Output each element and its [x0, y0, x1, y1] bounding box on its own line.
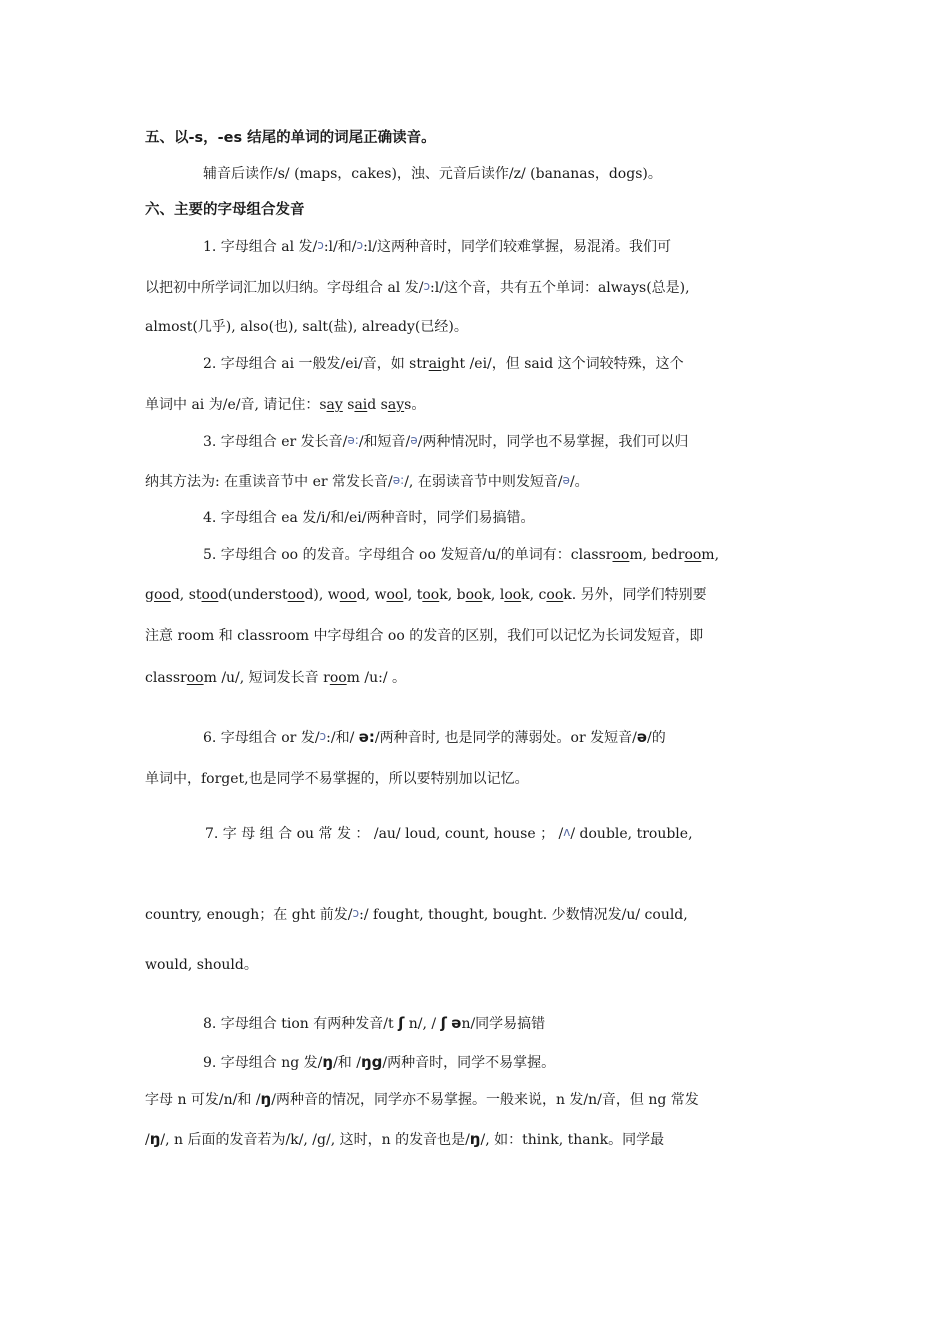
- text-run: n/, /: [404, 1016, 441, 1032]
- section-heading-5: [145, 128, 436, 148]
- phonetic-symbol: ə:: [347, 433, 359, 447]
- text-run: 单词中 ai 为/e/音, 请记住：s: [145, 397, 327, 413]
- underlined-letters: oo: [504, 587, 522, 603]
- text-run: /, 在弱读音节中则发短音/: [404, 474, 563, 490]
- text-run: classr: [145, 670, 187, 686]
- text-run: k, b: [439, 587, 466, 603]
- text-run: 4. 字母组合 ea 发/i/和/ei/两种音时，同学们易搞错。: [203, 510, 535, 526]
- text-run: m,: [701, 547, 720, 563]
- text-run: /, 如：think, thank。同学最: [480, 1132, 665, 1148]
- text-run: would, should。: [145, 957, 258, 973]
- underlined-letters: oo: [186, 670, 204, 686]
- text-run: l, t: [403, 587, 423, 603]
- phonetic-symbol: ɔ: [319, 729, 327, 743]
- phonetic-symbol: ŋ: [260, 1090, 272, 1108]
- text-run: s。: [404, 397, 426, 413]
- paragraph-line: [145, 769, 529, 789]
- text-run: /和短音/: [358, 434, 411, 450]
- text-run: 1. 字母组合 al 发/: [203, 239, 318, 255]
- underlined-letters: oo: [386, 587, 404, 603]
- section-heading-6: [145, 200, 305, 220]
- text-run: m /u/, 短词发长音 r: [203, 670, 330, 686]
- text-run: 2. 字母组合 ai 一般发/ei/音，如 str: [203, 356, 429, 372]
- text-run: d, st: [170, 587, 202, 603]
- underlined-letters: oo: [422, 587, 440, 603]
- phonetic-symbol: ʃ: [440, 1014, 447, 1032]
- phonetic-symbol: ə: [562, 473, 570, 487]
- text-run: 六、主要的字母组合发音: [145, 202, 305, 218]
- text-run: /: [145, 1132, 150, 1148]
- underlined-letters: ai: [428, 356, 442, 372]
- phonetic-symbol: ʌ: [563, 825, 571, 839]
- paragraph-line: [145, 668, 406, 688]
- underlined-letters: oo: [465, 587, 483, 603]
- paragraph-line: [145, 1129, 664, 1149]
- paragraph-line: [145, 955, 258, 975]
- phonetic-symbol: ə:: [392, 473, 405, 487]
- paragraph-line: [145, 585, 707, 605]
- paragraph-line: [145, 278, 690, 298]
- paragraph-line: [203, 1052, 555, 1072]
- underlined-letters: ay: [387, 397, 405, 413]
- phonetic-symbol: ɔ: [317, 238, 324, 252]
- text-run: s: [342, 397, 355, 413]
- text-run: 3. 字母组合 er 发长音/: [203, 434, 348, 450]
- paragraph-line: [145, 395, 425, 415]
- phonetic-symbol: ŋ: [469, 1130, 481, 1148]
- text-run: /, n 后面的发音若为/k/, /g/, 这时，n 的发音也是/: [160, 1132, 470, 1148]
- phonetic-symbol: ɔ: [356, 238, 364, 252]
- underlined-letters: oo: [684, 547, 702, 563]
- text-run: d s: [367, 397, 388, 413]
- text-run: 单词中，forget,也是同学不易掌握的，所以要特别加以记忆。: [145, 771, 529, 787]
- text-run: :l/这个音，共有五个单词：always(总是),: [430, 280, 690, 296]
- text-run: /的: [647, 730, 666, 746]
- text-run: m /u:/ 。: [346, 670, 407, 686]
- text-run: 6. 字母组合 or 发/: [203, 730, 320, 746]
- text-run: /两种音时, 也是同学的薄弱处。or 发短音/: [374, 730, 637, 746]
- underlined-letters: oo: [153, 587, 171, 603]
- phonetic-symbol: ɔ: [423, 279, 431, 293]
- phonetic-symbol: ə: [451, 1014, 462, 1032]
- phonetic-symbol: ə: [636, 728, 648, 746]
- text-run: almost(几乎), also(也), salt(盐), already(已经)。: [145, 319, 468, 335]
- text-run: /两种音时，同学不易掌握。: [382, 1055, 556, 1071]
- text-run: /。: [569, 474, 589, 490]
- text-run: 5. 字母组合 oo 的发音。字母组合 oo 发短音/u/的单词有：classr: [203, 547, 613, 563]
- phonetic-symbol: ə:: [358, 728, 375, 746]
- text-run: /两种音的情况，同学亦不易掌握。一般来说，n 发/n/音，但 ng 常发: [271, 1092, 699, 1108]
- underlined-letters: oo: [287, 587, 305, 603]
- text-run: country, enough；在 ght 前发/: [145, 907, 353, 923]
- text-run: 8. 字母组合 tion 有两种发音/t: [203, 1016, 399, 1032]
- text-run: / double, trouble,: [570, 826, 693, 842]
- underlined-letters: oo: [339, 587, 357, 603]
- text-run: d), w: [304, 587, 340, 603]
- text-run: ght /ei/，但 said 这个词较特殊，这个: [441, 356, 684, 372]
- paragraph-line: [203, 354, 684, 374]
- text-run: d(underst: [218, 587, 288, 603]
- text-run: g: [145, 587, 154, 603]
- text-run: 纳其方法为: 在重读音节中 er 常发长音/: [145, 474, 393, 490]
- text-run: 字母 n 可发/n/和 /: [145, 1092, 261, 1108]
- paragraph-line: [203, 164, 662, 184]
- text-run: 注意 room 和 classroom 中字母组合 oo 的发音的区别，我们可以记忆为长词发短音，即: [145, 628, 704, 644]
- paragraph-line: [145, 472, 589, 492]
- phonetic-symbol: ɔ: [352, 906, 360, 920]
- paragraph-line: [145, 317, 468, 337]
- paragraph-line: [203, 545, 719, 565]
- underlined-letters: oo: [201, 587, 219, 603]
- phonetic-symbol: ŋ: [149, 1130, 161, 1148]
- text-run: m, bedr: [629, 547, 685, 563]
- paragraph-line: [145, 626, 703, 646]
- text-run: :/ fought, thought, bought. 少数情况发/u/ could,: [359, 907, 688, 923]
- paragraph-line: [203, 727, 666, 747]
- text-run: n/同学易搞错: [461, 1016, 546, 1032]
- text-run: /两种情况时，同学也不易掌握，我们可以归: [417, 434, 689, 450]
- text-run: 9. 字母组合 ng 发/: [203, 1055, 323, 1071]
- text-run: :/和/: [326, 730, 359, 746]
- text-run: k. 另外，同学们特别要: [563, 587, 707, 603]
- underlined-letters: ay: [326, 397, 343, 413]
- text-run: k, l: [482, 587, 505, 603]
- paragraph-line: [203, 508, 534, 528]
- paragraph-line: [203, 237, 671, 257]
- underlined-letters: oo: [546, 587, 564, 603]
- paragraph-line: [203, 1013, 545, 1033]
- text-run: 7. 字 母 组 合 ou 常 发 ： /au/ loud, count, house ； /: [205, 826, 564, 842]
- phonetic-symbol: ŋ: [322, 1053, 334, 1071]
- paragraph-line: [145, 1089, 699, 1109]
- paragraph-line: [205, 824, 693, 844]
- phonetic-symbol: ə: [410, 433, 418, 447]
- text-run: k, c: [521, 587, 547, 603]
- text-run: /和 /: [333, 1055, 361, 1071]
- text-run: :l/这两种音时，同学们较难掌握，易混淆。我们可: [363, 239, 671, 255]
- text-run: 以把初中所学词汇加以归纳。字母组合 al 发/: [145, 280, 424, 296]
- phonetic-symbol: ŋg: [360, 1053, 383, 1071]
- underlined-letters: ai: [354, 397, 368, 413]
- text-run: d, w: [356, 587, 387, 603]
- text-run: 辅音后读作/s/ (maps，cakes)，浊、元音后读作/z/ (bananas，dogs)。: [203, 166, 662, 182]
- phonetic-symbol: ʃ: [398, 1014, 405, 1032]
- text-run: :l/和/: [323, 239, 357, 255]
- paragraph-line: [203, 432, 688, 452]
- paragraph-line: [145, 905, 688, 925]
- underlined-letters: oo: [329, 670, 347, 686]
- underlined-letters: oo: [612, 547, 630, 563]
- text-run: 五、以-s，-es 结尾的单词的词尾正确读音。: [145, 130, 436, 146]
